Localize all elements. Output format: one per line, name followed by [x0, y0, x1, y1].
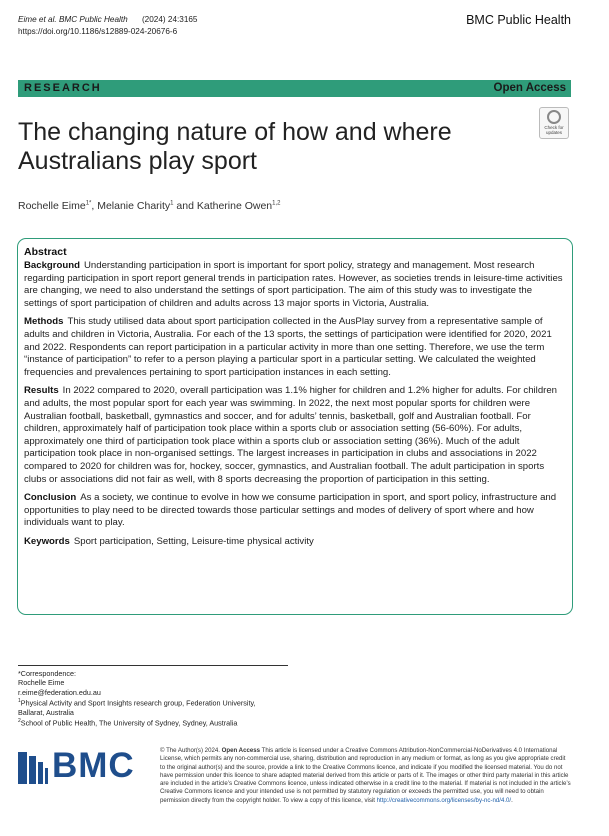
section-text: Sport participation, Setting, Leisure-time physical activity [73, 535, 314, 547]
check-for-updates-badge[interactable] [539, 107, 569, 139]
abstract-keywords [24, 536, 566, 549]
author-list [18, 200, 281, 212]
correspondence-label: *Correspondence: [18, 669, 76, 678]
author-affiliation: 1* [85, 200, 92, 207]
footnote-divider [18, 665, 288, 666]
abstract-box [17, 238, 573, 615]
section-banner [18, 80, 571, 97]
correspondence-name: Rochelle Eime [18, 678, 65, 688]
section-text: Understanding participation in sport is important for sport policy, strategy and management. Most research regarding participation in sport report general trends in participation rates. However, as societies trends in leisure-time activities are changing, we need to also understand the settings of sport participation. The aim of this study was to investigate the settings of sport participation of children and adults across 13 major sports in Victoria, Australia. [24, 260, 563, 309]
section-label: Background [24, 260, 80, 271]
correspondence-block [18, 669, 256, 728]
author-name: and Katherine Owen [173, 200, 273, 212]
author-affiliation: 1,2 [272, 200, 281, 207]
year-volume: (2024) 24:3165 [141, 15, 198, 24]
publisher-logo-text: BMC [52, 746, 135, 785]
license-open-access: Open Access [221, 747, 261, 754]
license-text [160, 747, 572, 805]
running-header [18, 14, 198, 38]
open-access-label: Open Access [493, 82, 566, 94]
license-end: . [511, 796, 513, 804]
author-name: Rochelle Eime [18, 200, 86, 212]
license-body: This article is licensed under a Creative Commons Attribution-NonCommercial-NoDerivatives 4.0 International License, which permits any non-commercial use, sharing, distribution and reproduction in any medium or format, as long as you give appropriate credit to the original author(s) and the source, provide a link to the Creative Commons licence, and indicate if you modified the licensed material. You do not have permission under this licence to share adapted material derived from this article or parts of it. The images or other third party material in this article are included in the article’s Creative Commons licence, unless indicated otherwise in a credit line to the material. If material is not included in the article’s Creative Commons licence and your intended use is not permitted by statutory regulation or exceeds the permitted use, you will need to obtain permission directly from the copyright holder. To view a copy of this licence, visit [160, 747, 571, 804]
abstract-background [24, 260, 566, 310]
affiliation-1: Physical Activity and Sport Insights research group, Federation University, [20, 698, 256, 708]
abstract-conclusion [24, 492, 566, 530]
license-link[interactable]: http://creativecommons.org/licenses/by-nc-nd/4.0/ [376, 796, 512, 804]
affiliation-1-cont: Ballarat, Australia [18, 708, 74, 718]
section-label: Keywords [24, 535, 70, 547]
section-text: In 2022 compared to 2020, overall participation was 1.1% higher for children and 1.2% higher for adults. For children and adults, the most popular sport for each year was swimming. In 2022, the next most popular sports for children were Australian football, basketball, gymnastics and soccer, and for adults’ tennis, basketball, golf and Australian football. For children, approximately half of participation took place within a sports club or association setting (56-60%). For adults, approximately one third of participation took place within a sports club or association setting (36%). Much of the adult participation took place in non-organised settings. The largest increases in participation in clubs and associations in 2022 compared to 2020 for children was for, hockey, soccer, gymnastics, and Australian football. The adult participation in sports clubs or associations did not fair as well, with 8 sports decreasing the proportion of participation in this setting. [24, 385, 558, 485]
section-label: Results [24, 385, 59, 397]
author-name: , Melanie Charity [91, 200, 171, 212]
abstract-methods [24, 316, 566, 379]
section-label: Methods [24, 316, 64, 328]
abstract-heading: Abstract [24, 246, 67, 258]
section-text: This study utilised data about sport participation collected in the AusPlay survey from a representative sample of adults and children in Victoria, Australia. For each of the 13 sports, the settings of participation were identified for 2020, 2021 and 2022. Respondents can report participation in a particular activity in more than one setting. Therefore, we use the term “instance of participation” to refer to a person playing a particular sport in a particular setting. We calculated the weighted frequencies and prevalences pertaining to sport participation instances in each setting. [24, 316, 552, 378]
doi-link[interactable]: https://doi.org/10.1186/s12889-024-20676-6 [18, 27, 178, 36]
check-updates-icon [547, 110, 561, 124]
abstract-results [24, 385, 566, 486]
article-title: The changing nature of how and where Australians play sport [18, 118, 452, 175]
journal-name: BMC Public Health [466, 13, 571, 27]
affiliation-number: 2 [18, 718, 21, 725]
author-affiliation: 1 [170, 200, 174, 207]
section-text: As a society, we continue to evolve in how we consume participation in sport, and sport policy, infrastructure and opportunities to play need to be directed towards those particular settings and modes of delivery of sport where and how individuals want to play. [24, 492, 557, 529]
check-updates-label: Check for updates [544, 125, 564, 135]
section-label: RESEARCH [24, 82, 102, 94]
affiliation-2: School of Public Health, The University of Sydney, Sydney, Australia [20, 718, 238, 728]
correspondence-email[interactable]: r.eime@federation.edu.au [18, 687, 101, 697]
section-label: Conclusion [24, 492, 77, 504]
license-prefix: © The Author(s) 2024. [160, 747, 220, 754]
affiliation-number: 1 [18, 698, 21, 705]
citation: Eime et al. BMC Public Health [18, 15, 128, 24]
